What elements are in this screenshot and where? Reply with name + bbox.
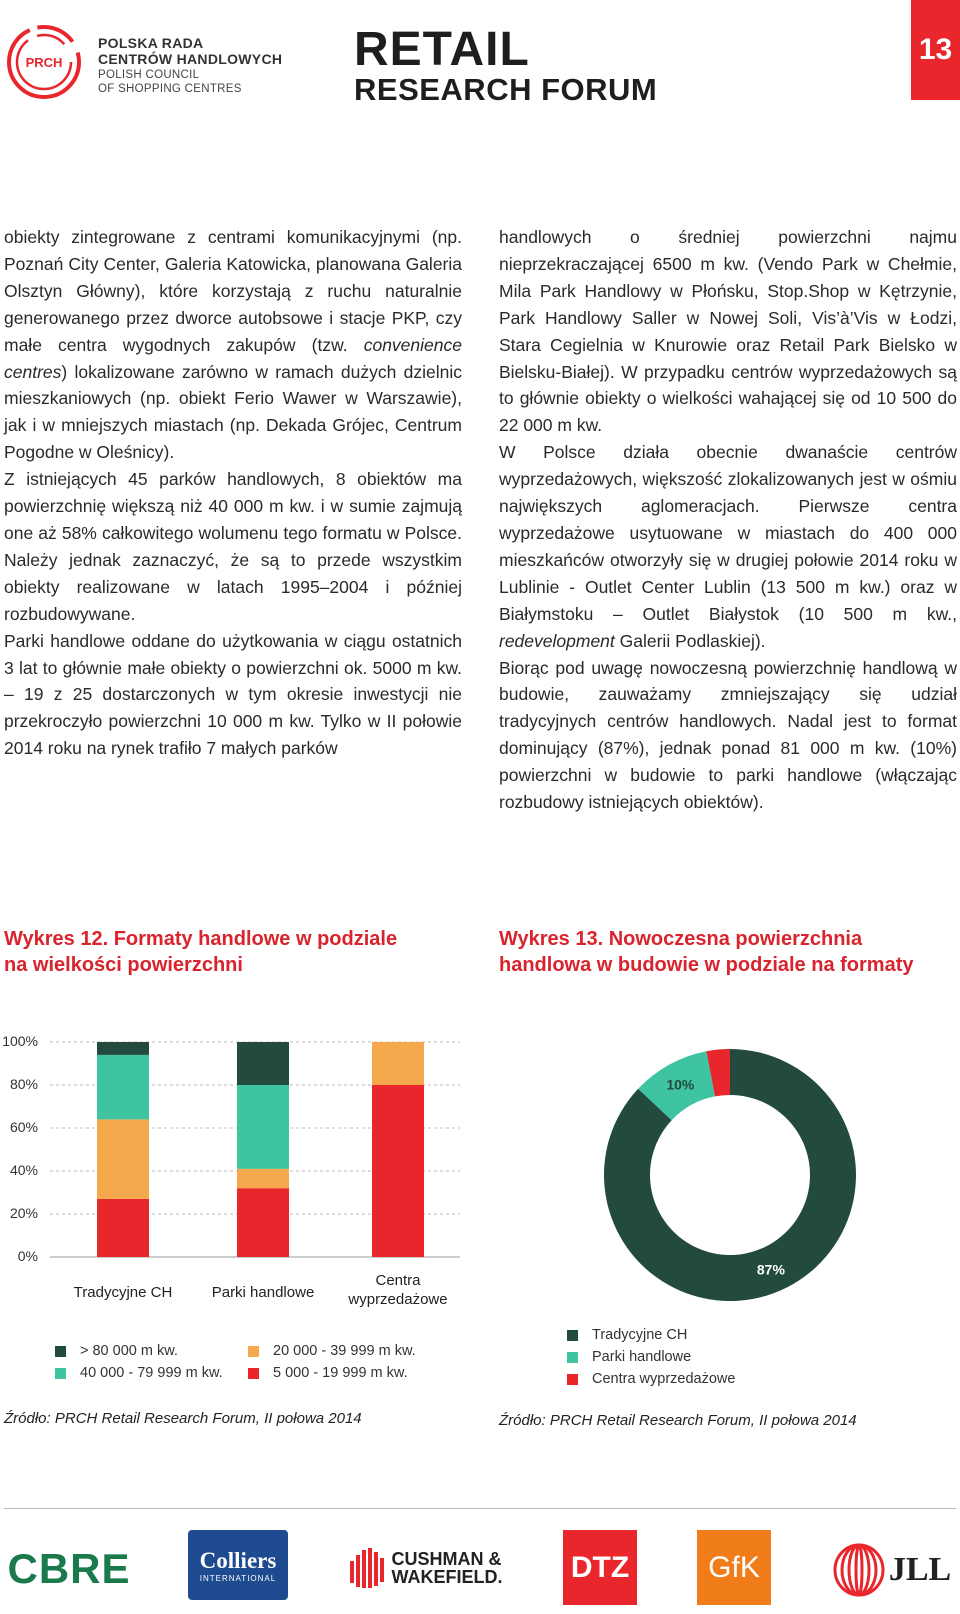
text-run: obiekty zintegrowane z centrami komunikacyjnymi (np. Poznań City Center, Galeria Katowicka, planowana Galeria Olsztyn Główny), które korzystają z ruchu naturalnie generowanego przez dworce autobsowe i stacje PKP, czy małe centra wygodnych zakupów (tzw.: [4, 227, 462, 355]
legend-item: [567, 1349, 691, 1365]
chart13-source: Źródło: PRCH Retail Research Forum, II połowa 2014: [499, 1412, 857, 1429]
x-category-label: [58, 1283, 188, 1302]
legend-label: > 80 000 m kw.: [80, 1343, 178, 1359]
prch-logo: [4, 22, 84, 102]
legend-item: [248, 1365, 408, 1381]
caption-line: handlowa w budowie w podziale na formaty: [499, 954, 914, 976]
text-run: W Polsce działa obecnie dwanaście centrów wyprzedażowych, większość zlokalizowanych jest w ośmiu największych aglomeracjach. Pierwsze centra wyprzedażowe usytuowane w miastach do 400 000 mieszkańców otworzyły się w drugiej połowie 2014 roku w Lublinie - Outlet Center Lublin (13 500 m kw.) oraz w Białymstoku – Outlet Białystok (10 500 m kw.,: [499, 442, 957, 624]
y-tick-label: 60%: [9, 1119, 38, 1135]
x-category-label-line: Parki handlowe: [211, 1284, 315, 1301]
legend-swatch: [248, 1346, 259, 1357]
caption-line: Wykres 13. Nowoczesna powierzchnia: [499, 928, 863, 950]
legend-swatch: [55, 1346, 66, 1357]
dtz-logo-text: DTZ: [570, 1550, 630, 1584]
bar-segment: [97, 1199, 149, 1257]
legend-label: Tradycyjne CH: [592, 1327, 688, 1343]
chart13-donut-chart: [600, 1045, 860, 1305]
bar-segment: [237, 1188, 289, 1257]
organization-name: [98, 36, 282, 95]
x-category-label: [198, 1283, 328, 1302]
text-column-right: [499, 224, 957, 816]
gfk-logo: [697, 1530, 771, 1605]
cushman-text-2: WAKEFIELD.: [391, 1567, 503, 1587]
legend-item: [567, 1371, 735, 1387]
legend-item: [55, 1343, 178, 1359]
chart12-bar-chart: [0, 1000, 480, 1308]
paragraph: [499, 439, 957, 654]
org-line3: POLISH COUNCIL: [98, 69, 200, 81]
paragraph: Parki handlowe oddane do użytkowania w ciągu ostatnich 3 lat to głównie małe obiekty o powierzchni ok. 5000 m kw. – 19 z 25 dostarczonych w tym okresie inwestycji nie przekroczyło powierzchni 10 000 m kw. Tylko w II połowie 2014 roku na rynek trafiło 7 małych parków: [4, 630, 462, 759]
bar-segment: [97, 1119, 149, 1199]
bar-segment: [237, 1085, 289, 1169]
jll-logo: [826, 1540, 958, 1600]
legend-swatch: [567, 1352, 578, 1363]
colliers-logo-text: Colliers: [199, 1547, 277, 1573]
donut-slice-label: 10%: [666, 1076, 695, 1093]
legend-label: Centra wyprzedażowe: [592, 1371, 736, 1387]
jll-logo-text: JLL: [888, 1551, 952, 1588]
donut-slice-label: 3%: [709, 1058, 730, 1075]
paragraph: Biorąc pod uwagę nowoczesną powierzchnię handlową w budowie, zauważamy zmniejszający się udział tradycyjnych centrów handlowych. Nadal jest to format dominujący (87%), jednak ponad 81 000 m kw. (10%) powierzchni w budowie to parki handlowe (włączając rozbudowy istniejących obiektów).: [499, 657, 957, 813]
cushman-wakefield-wordmark: [392, 1550, 503, 1586]
y-tick-label: 20%: [9, 1205, 38, 1221]
legend-label: Parki handlowe: [592, 1349, 692, 1365]
paragraph: Z istniejących 45 parków handlowych, 8 obiektów ma powierzchnię większą niż 40 000 m kw. i w sumie zajmują one aż 58% całkowitego wolumenu tego formatu w Polsce. Należy jednak zaznaczyć, że są to przede wszystkim obiekty realizowane w latach 1995–2004 i później rozbudowywane.: [4, 469, 462, 624]
cbre-logo-text: CBRE: [7, 1545, 131, 1592]
paragraph: handlowych o średniej powierzchni najmu nieprzekraczającej 6500 m kw. (Vendo Park w Chełmie, Mila Park Handlowy w Płońsku, Stop.Shop w Kętrzynie, Park Handlowy Saller w Nowej Soli, Vis’à’Vis w Łodzi, Stara Cegielnia w Knurowie oraz Retail Park Bielsko w Bielsku-Białej). W przypadku centrów wyprzedażowych są to głównie obiekty o wielkości wahającej się od 10 500 do 22 000 m kw.: [499, 227, 957, 436]
y-tick-label: 100%: [2, 1033, 38, 1049]
legend-label: 5 000 - 19 999 m kw.: [273, 1365, 408, 1381]
bar-segment: [372, 1085, 424, 1257]
jll-icon: [833, 1543, 885, 1597]
dtz-logo: [563, 1530, 637, 1605]
bar-segment: [97, 1055, 149, 1120]
legend-label: 40 000 - 79 999 m kw.: [80, 1365, 223, 1381]
x-category-label-line: Centra: [375, 1272, 421, 1289]
colliers-logo: [188, 1530, 288, 1600]
legend-swatch: [567, 1374, 578, 1385]
paragraph: [4, 224, 462, 466]
legend-label: 20 000 - 39 999 m kw.: [273, 1343, 416, 1359]
legend-swatch: [55, 1368, 66, 1379]
text-run: ) lokalizowane zarówno w ramach dużych dzielnic mieszkaniowych (np. obiekt Ferio Wawer w Warszawie), jak i w mniejszych miastach (np. Dekada Grójec, Centrum Pogodne w Oleśnicy).: [4, 361, 462, 463]
text-run-italic: redevelopment: [499, 630, 615, 651]
chart12-source: Źródło: PRCH Retail Research Forum, II połowa 2014: [4, 1410, 362, 1427]
org-line1: POLSKA RADA: [98, 35, 204, 51]
column-spacer: [480, 1420, 481, 1423]
text-column-left: [4, 224, 462, 762]
org-line4: OF SHOPPING CENTRES: [98, 82, 242, 95]
text-run: Galerii Podlaskiej).: [614, 630, 766, 651]
legend-item: [55, 1365, 223, 1381]
bar-segment: [237, 1042, 289, 1085]
caption-line: na wielkości powierzchni: [4, 954, 243, 976]
bar-segment: [372, 1042, 424, 1085]
legend-swatch: [567, 1330, 578, 1341]
text-run-italic: convenience centres: [4, 334, 462, 382]
x-category-label-line: wyprzedażowe: [348, 1291, 448, 1308]
cushman-wakefield-icon: [348, 1545, 388, 1591]
chart13-caption: [499, 926, 939, 978]
colliers-logo-subtext: INTERNATIONAL: [199, 1573, 277, 1583]
bar-segment: [237, 1169, 289, 1188]
caption-line: Wykres 12. Formaty handlowe w podziale: [4, 928, 398, 950]
bar-chart-svg: [0, 1000, 480, 1300]
y-tick-label: 40%: [9, 1162, 38, 1178]
brand-title: RETAIL: [354, 23, 530, 76]
org-line2: CENTRÓW HANDLOWYCH: [98, 51, 283, 67]
y-tick-label: 80%: [9, 1076, 38, 1092]
page-number: 13: [911, 0, 960, 100]
y-tick-label: 0%: [17, 1248, 38, 1264]
legend-swatch: [248, 1368, 259, 1379]
legend-item: [567, 1327, 687, 1343]
footer-divider: [4, 1508, 956, 1509]
brand-subtitle: RESEARCH FORUM: [354, 72, 658, 107]
donut-slice-label: 87%: [756, 1261, 785, 1278]
cushman-text-1: CUSHMAN &: [391, 1549, 502, 1569]
x-category-label: [333, 1271, 463, 1309]
bar-segment: [97, 1042, 149, 1055]
x-category-label-line: Tradycyjne CH: [73, 1284, 173, 1301]
prch-logo-text: PRCH: [25, 55, 63, 70]
report-brand: [354, 23, 658, 107]
chart12-caption: [4, 926, 444, 978]
cbre-logo: [4, 1545, 134, 1593]
cushman-wakefield-logo: [340, 1540, 510, 1596]
legend-item: [248, 1343, 416, 1359]
gfk-logo-text: GfK: [708, 1550, 760, 1584]
